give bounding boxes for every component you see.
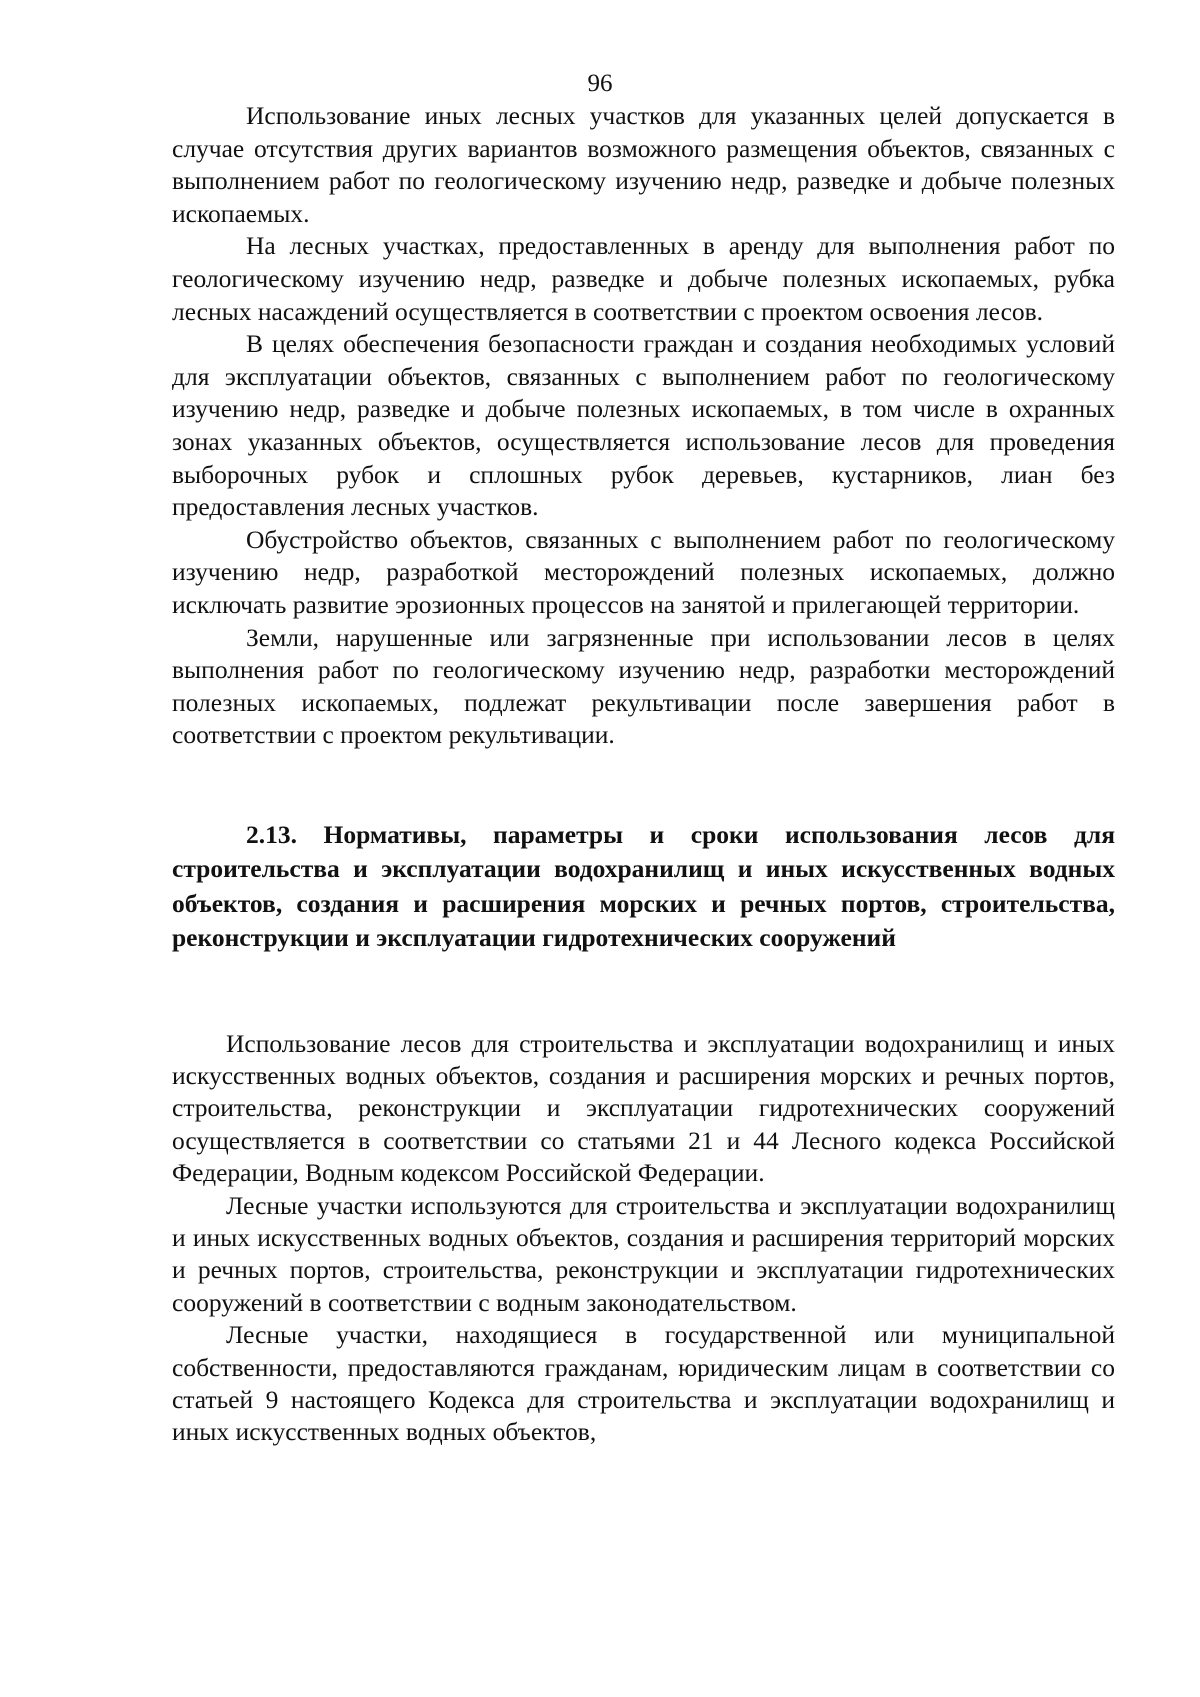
paragraph: Лесные участки используются для строительства и эксплуатации водохранилищ и иных искусственных водных объектов, создания и расширения территорий морских и речных портов, строительства, реконструкции и эксплуатации гидротехнических сооружений в соответствии с водным законодательством. (172, 1190, 1115, 1317)
text-column (172, 100, 1115, 1449)
paragraph: На лесных участках, предоставленных в аренду для выполнения работ по геологическому изучению недр, разведке и добыче полезных ископаемых, рубка лесных насаждений осуществляется в соответствии с проектом освоения лесов. (172, 231, 1115, 326)
paragraph: Обустройство объектов, связанных с выполнением работ по геологическому изучению недр, разработкой месторождений полезных ископаемых, должно исключать развитие эрозионных процессов на занятой и прилегающей территории. (172, 524, 1115, 619)
page-number: 96 (587, 70, 613, 97)
paragraph: В целях обеспечения безопасности граждан и создания необходимых условий для эксплуатации объектов, связанных с выполнением работ по геологическому изучению недр, разведке и добыче полезных ископаемых, в том числе в охранных зонах указанных объектов, осуществляется использование лесов для проведения выборочных рубок и сплошных рубок деревьев, кустарников, лиан без предоставления лесных участков. (172, 329, 1115, 522)
paragraph: Лесные участки, находящиеся в государственной или муниципальной собственности, предоставляются гражданам, юридическим лицам в соответствии со статьей 9 настоящего Кодекса для строительства и эксплуатации водохранилищ и иных искусственных водных объектов, (172, 1320, 1115, 1447)
paragraph: Использование иных лесных участков для указанных целей допускается в случае отсутствия других вариантов возможного размещения объектов, связанных с выполнением работ по геологическому изучению недр, разведке и добыче полезных ископаемых. (172, 101, 1115, 228)
section-heading: 2.13. Нормативы, параметры и сроки использования лесов для строительства и эксплуатации водохранилищ и иных искусственных водных объектов, создания и расширения морских и речных портов, строительства, реконструкции и эксплуатации гидротехнических сооружений (172, 819, 1115, 953)
paragraph: Использование лесов для строительства и эксплуатации водохранилищ и иных искусственных водных объектов, создания и расширения морских и речных портов, строительства, реконструкции и эксплуатации гидротехнических сооружений осуществляется в соответствии со статьями 21 и 44 Лесного кодекса Российской Федерации, Водным кодексом Российской Федерации. (172, 1028, 1115, 1188)
section-previous-continuation (172, 100, 1115, 752)
section-body (172, 1028, 1115, 1449)
paragraph: Земли, нарушенные или загрязненные при использовании лесов в целях выполнения работ по геологическому изучению недр, разработки месторождений полезных ископаемых, подлежат рекультивации после завершения работ в соответствии с проектом рекультивации. (172, 622, 1115, 750)
